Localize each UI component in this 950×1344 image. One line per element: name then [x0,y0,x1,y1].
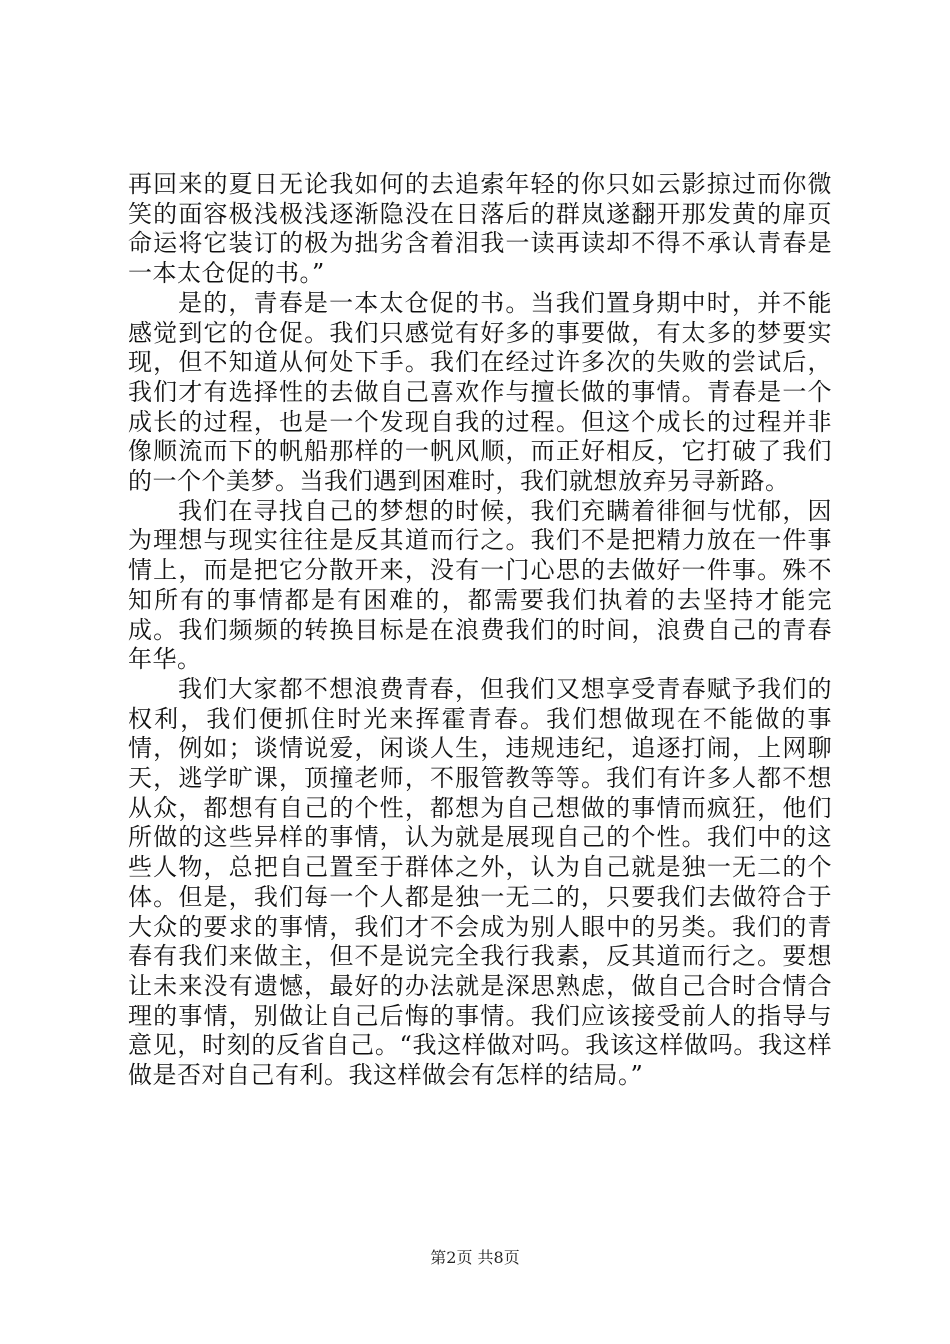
paragraph-youth-book: 是的，青春是一本太仓促的书。当我们置身期中时，并不能感觉到它的仓促。我们只感觉有好多的事要做，有太多的梦要实现，但不知道从何处下手。我们在经过许多次的失败的尝试后，我们才有选择性的去做自己喜欢作与擅长做的事情。青春是一个成长的过程，也是一个发现自我的过程。但这个成长的过程并非像顺流而下的帆船那样的一帆风顺，而正好相反，它打破了我们的一个个美梦。当我们遇到困难时，我们就想放弃另寻新路。 [128,288,832,496]
paragraph-finding-dreams: 我们在寻找自己的梦想的时候，我们充瞒着徘徊与忧郁，因为理想与现实往往是反其道而行之。我们不是把精力放在一件事情上，而是把它分散开来，没有一门心思的去做好一件事。殊不知所有的事情都是有困难的，都需要我们执着的去坚持才能完成。我们频频的转换目标是在浪费我们的时间，浪费自己的青春年华。 [128,496,832,674]
paragraph-continuation: 再回来的夏日无论我如何的去追索年轻的你只如云影掠过而你微笑的面容极浅极浅逐渐隐没在日落后的群岚遂翻开那发黄的扉页命运将它装订的极为拙劣含着泪我一读再读却不得不承认青春是一本太仓促的书。” [128,170,832,288]
paragraph-wasting-youth: 我们大家都不想浪费青春，但我们又想享受青春赋予我们的权利，我们便抓住时光来挥霍青春。我们想做现在不能做的事情，例如；谈情说爱，闲谈人生，违规违纪，追逐打闹，上网聊天，逃学旷课，顶撞老师，不服管教等等。我们有许多人都不想从众，都想有自己的个性，都想为自己想做的事情而疯狂，他们所做的这些异样的事情，认为就是展现自己的个性。我们中的这些人物，总把自己置至于群体之外，认为自己就是独一无二的个体。但是，我们每一个人都是独一无二的，只要我们去做符合于大众的要求的事情，我们才不会成为别人眼中的另类。我们的青春有我们来做主，但不是说完全我行我素，反其道而行之。要想让未来没有遗憾，最好的办法就是深思熟虑，做自己合时合情合理的事情，别做让自己后悔的事情。我们应该接受前人的指导与意见，时刻的反省自己。“我这样做对吗。我该这样做吗。我这样做是否对自己有利。我这样做会有怎样的结局。” [128,674,832,1090]
page-number-footer: 第2页 共8页 [430,1248,520,1267]
document-body [128,170,832,1091]
